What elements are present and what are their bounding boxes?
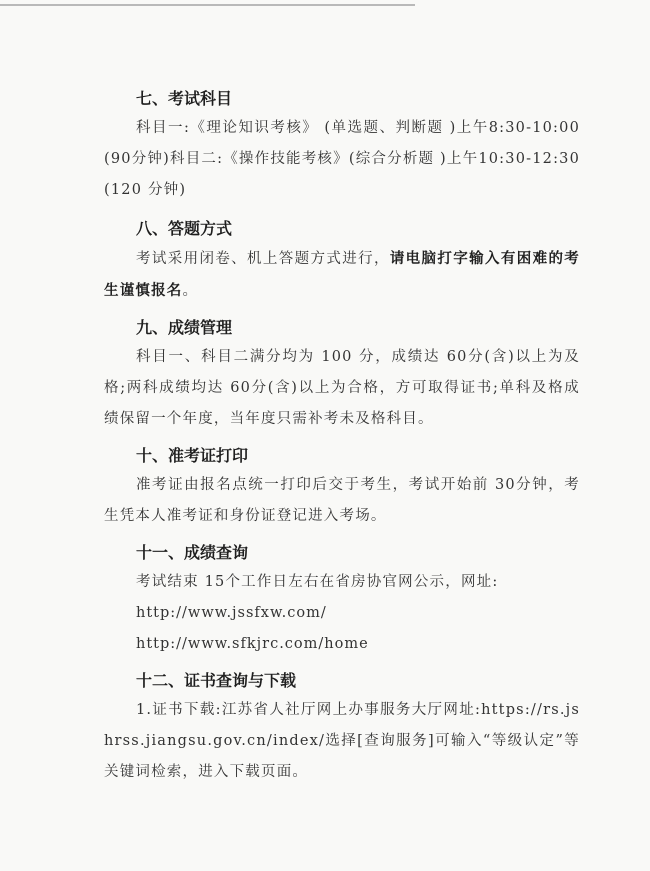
section-heading-score-query: 十一、成绩查询 (136, 543, 249, 562)
heading-text: 八、答题方式 (136, 219, 233, 238)
scan-edge-mark (0, 4, 415, 6)
section-body-score-query: 考试结束 15个工作日左右在省房协官网公示，网址: (136, 574, 499, 590)
section-body-answer-method (104, 243, 580, 307)
section-heading-exam-subjects: 七、考试科目 (136, 89, 233, 108)
section-body-score-management: 科目一、科目二满分均为 100 分，成绩达 60分(含)以上为及格;两科成绩均达 60分(含)以上为合格，方可取得证书;单科及格成绩保留一个年度，当年度只需补考未及格科目。 (104, 349, 580, 427)
answer-method-end: 。 (182, 283, 199, 299)
section-heading-certificate: 十二、证书查询与下载 (136, 671, 297, 690)
section-body-certificate: 1.证书下载:江苏省人社厅网上办事服务大厅网址:https://rs.jshrss.jiangsu.gov.cn/index/选择[查询服务]可输入“等级认定”等关键词检索，进入下载页面。 (104, 702, 580, 780)
section-heading-admission-ticket: 十、准考证打印 (136, 446, 249, 465)
section-heading-answer-method (104, 214, 580, 243)
section-body-admission-ticket: 准考证由报名点统一打印后交于考生，考试开始前 30分钟，考生凭本人准考证和身份证登记进入考场。 (104, 477, 580, 524)
score-query-url-1: http://www.jssfxw.com/ (136, 605, 327, 621)
score-query-url-2: http://www.sfkjrc.com/home (136, 636, 369, 652)
answer-method-warning: 请电脑打字输入有困难的考生谨慎报名 (104, 250, 581, 299)
section-heading-score-management: 九、成绩管理 (136, 318, 233, 337)
document-page (104, 84, 580, 788)
section-body-exam-subjects: 科目一:《理论知识考核》 (单选题、判断题 )上午8:30-10:00(90分钟)科目二:《操作技能考核》(综合分析题 )上午10:30-12:30(120 分钟) (104, 120, 580, 198)
answer-method-text: 考试采用闭卷、机上答题方式进行， (136, 251, 390, 267)
